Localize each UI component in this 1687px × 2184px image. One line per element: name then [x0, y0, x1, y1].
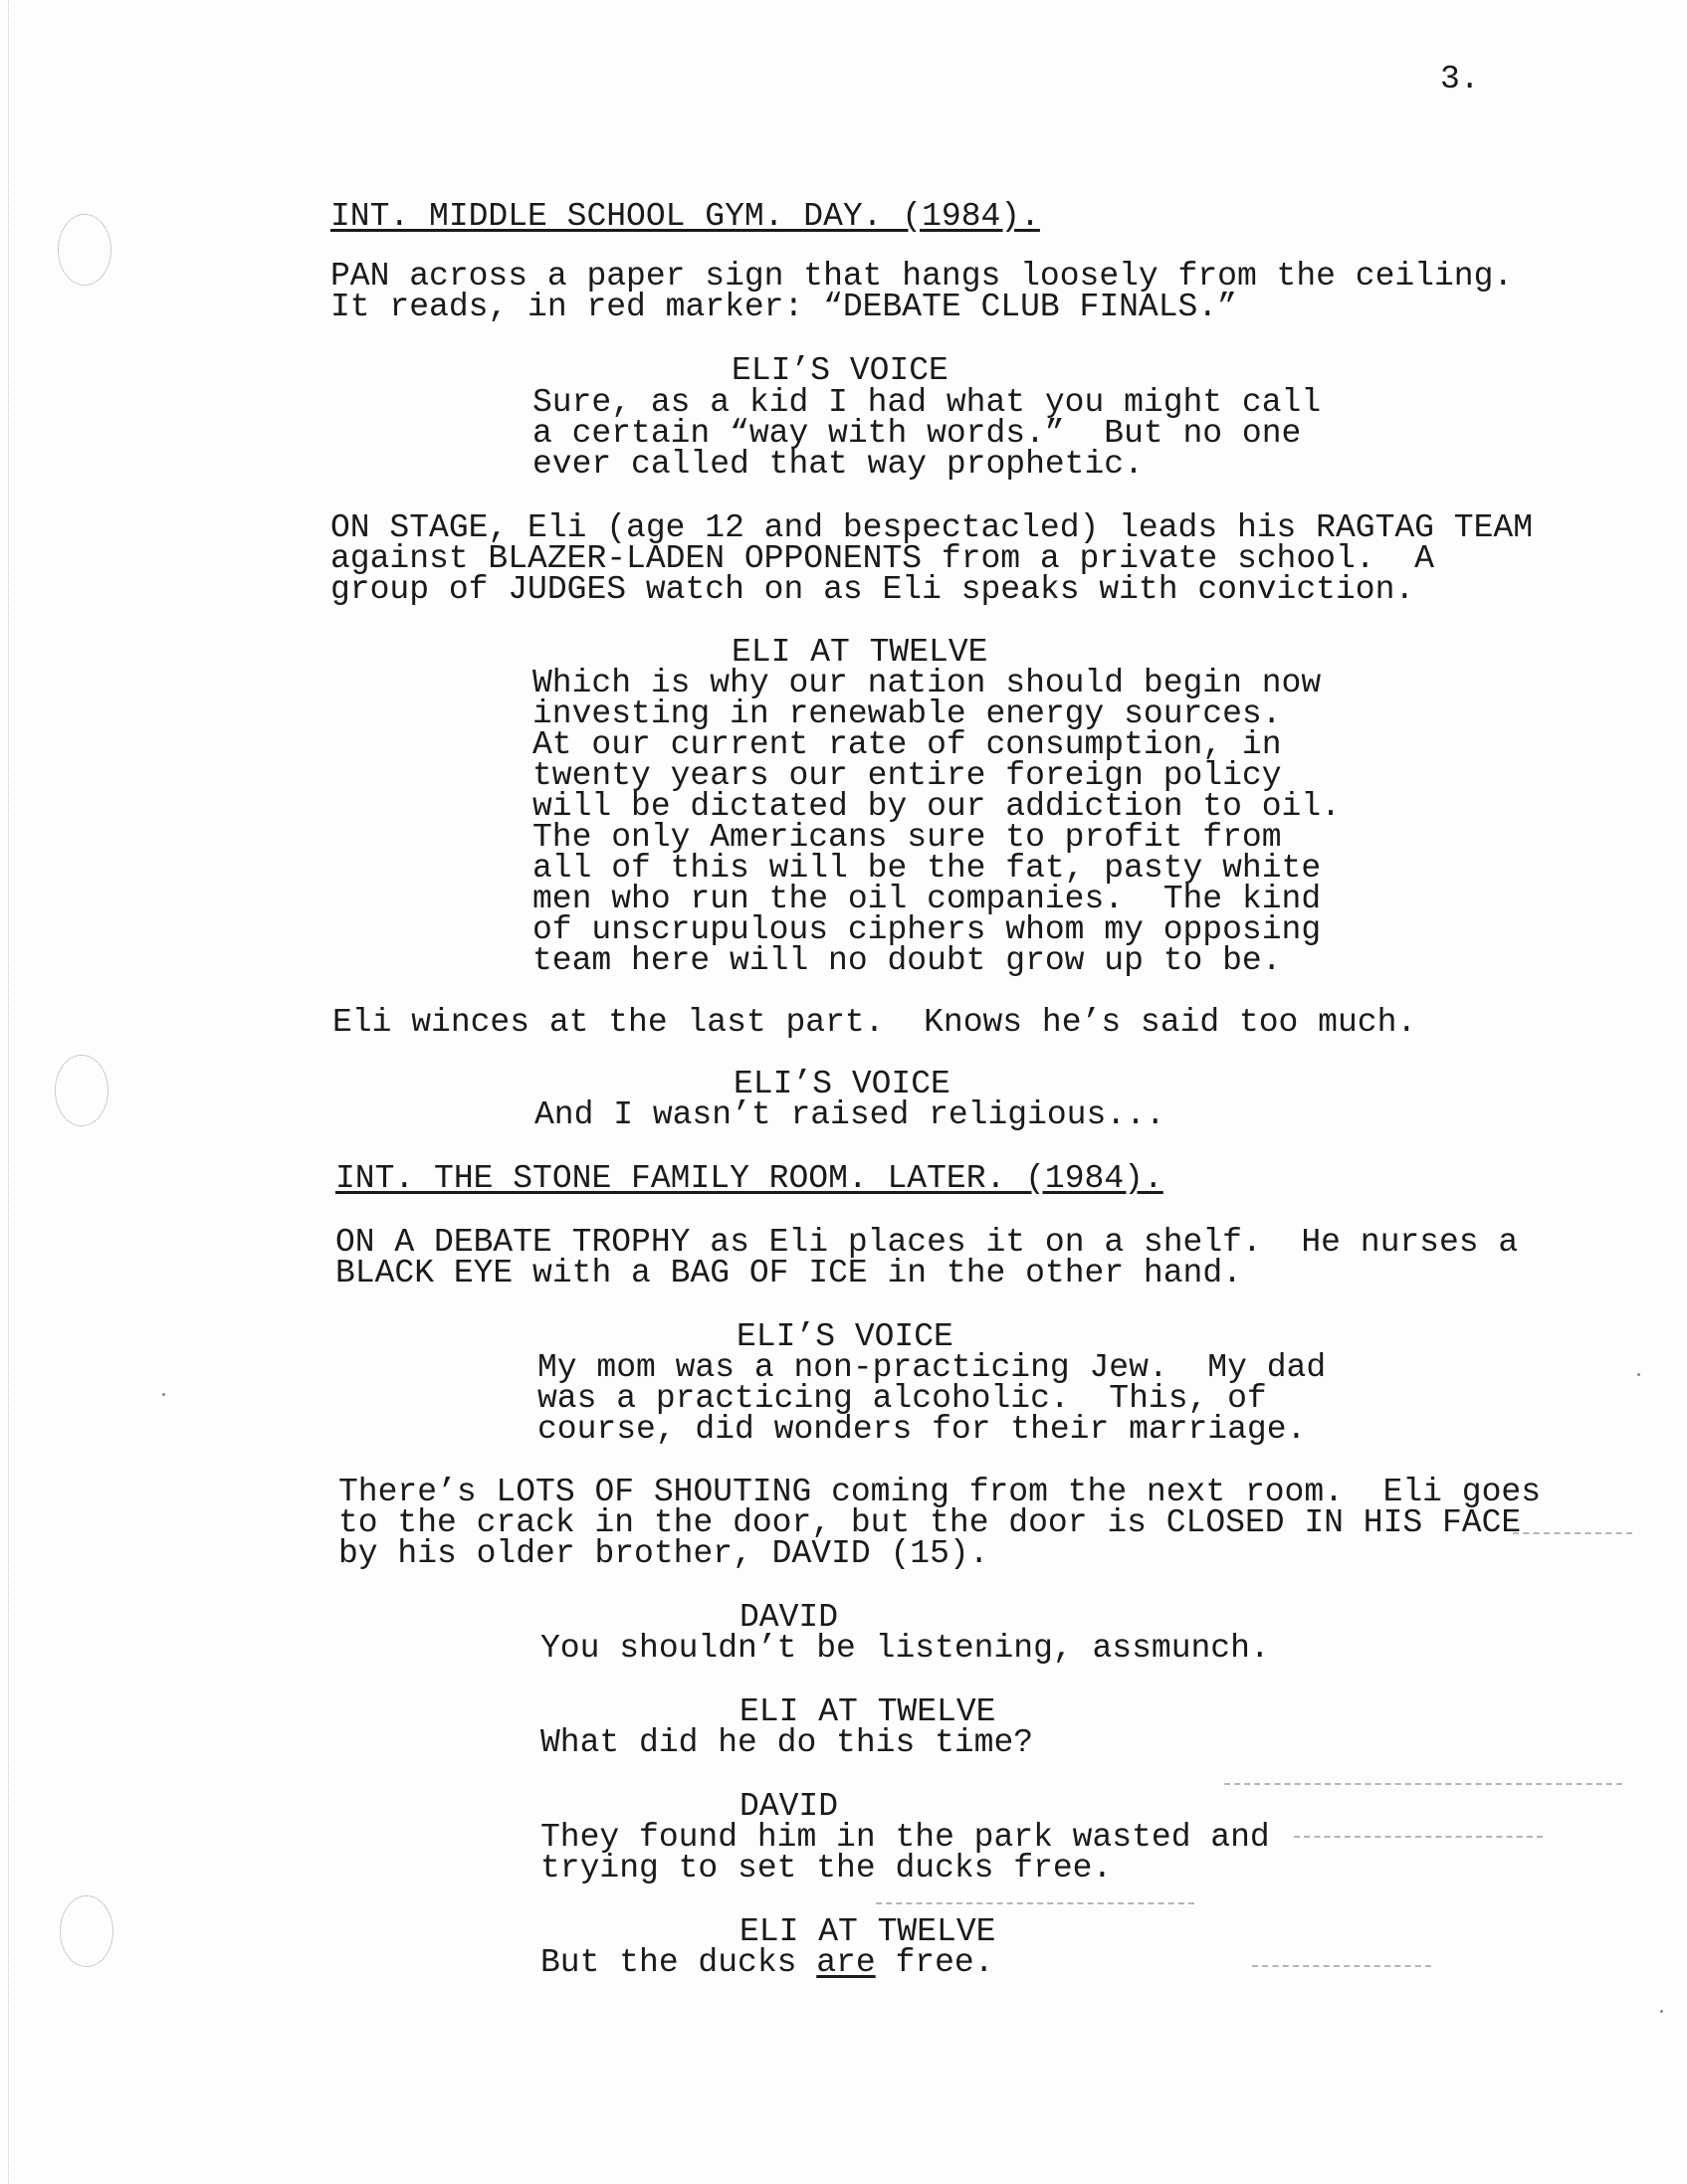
dialogue-line: men who run the oil companies. The kind	[532, 881, 1322, 917]
action-line: There’s LOTS OF SHOUTING coming from the next room. Eli goes	[338, 1474, 1541, 1510]
character-name: ELI’S VOICE	[732, 352, 949, 389]
action-line: to the crack in the door, but the door is CLOSED IN HIS FACE	[338, 1504, 1522, 1541]
scan-speck	[1660, 2010, 1663, 2013]
scan-dash-3	[876, 1902, 1194, 1904]
character-name: ELI’S VOICE	[737, 1318, 953, 1355]
scan-dash-5	[1513, 1532, 1632, 1534]
punch-hole-middle	[55, 1055, 108, 1126]
dialogue-line: course, did wonders for their marriage.	[537, 1411, 1307, 1448]
dialogue-line: The only Americans sure to profit from	[532, 819, 1282, 856]
character-name: DAVID	[739, 1599, 839, 1636]
action-line: BLACK EYE with a BAG OF ICE in the other hand.	[335, 1255, 1242, 1291]
dialogue-line: twenty years our entire foreign policy	[532, 757, 1282, 794]
punch-hole-bottom	[60, 1895, 113, 1967]
action-line: ON STAGE, Eli (age 12 and bespectacled) leads his RAGTAG TEAM	[330, 509, 1533, 546]
character-name: ELI AT TWELVE	[739, 1693, 996, 1730]
dialogue-line: team here will no doubt grow up to be.	[532, 942, 1282, 979]
character-name: DAVID	[739, 1788, 839, 1825]
dialogue-line: They found him in the park wasted and	[540, 1819, 1270, 1856]
dialogue-line: trying to set the ducks free.	[540, 1850, 1113, 1886]
dialogue-line: Sure, as a kid I had what you might call	[532, 384, 1322, 421]
dialogue-line	[540, 1944, 994, 1981]
action-line: PAN across a paper sign that hangs loosely from the ceiling.	[330, 258, 1514, 295]
dialogue-line: all of this will be the fat, pasty white	[532, 850, 1322, 887]
dialogue-line: was a practicing alcoholic. This, of	[537, 1380, 1267, 1417]
dialogue-line: of unscrupulous ciphers whom my opposing	[532, 911, 1322, 948]
dialogue-text: But the ducks	[540, 1944, 817, 1981]
scan-dash-4	[1252, 1965, 1431, 1967]
action-line: Eli winces at the last part. Knows he’s said too much.	[332, 1004, 1417, 1041]
action-line: against BLAZER-LADEN OPPONENTS from a private school. A	[330, 540, 1434, 577]
dialogue-line: investing in renewable energy sources.	[532, 695, 1282, 732]
scan-speck	[1637, 1373, 1640, 1376]
dialogue-line: You shouldn’t be listening, assmunch.	[540, 1630, 1270, 1667]
action-line: It reads, in red marker: “DEBATE CLUB FINALS.”	[330, 289, 1237, 325]
scene-heading: INT. MIDDLE SCHOOL GYM. DAY. (1984).	[330, 198, 1040, 235]
punch-hole-top	[58, 214, 111, 286]
dialogue-line: ever called that way prophetic.	[532, 446, 1144, 483]
emphasized-word: are	[816, 1944, 876, 1981]
character-name: ELI AT TWELVE	[732, 634, 988, 671]
dialogue-line: My mom was a non-practicing Jew. My dad	[537, 1349, 1327, 1386]
scene-heading: INT. THE STONE FAMILY ROOM. LATER. (1984).	[335, 1160, 1163, 1197]
character-name: ELI’S VOICE	[734, 1066, 950, 1102]
dialogue-line: And I wasn’t raised religious...	[534, 1096, 1165, 1133]
action-line: ON A DEBATE TROPHY as Eli places it on a shelf. He nurses a	[335, 1224, 1519, 1261]
scan-speck	[162, 1393, 165, 1396]
dialogue-line: What did he do this time?	[540, 1724, 1034, 1761]
scan-dash-2	[1294, 1836, 1543, 1838]
dialogue-line: At our current rate of consumption, in	[532, 726, 1282, 763]
character-name: ELI AT TWELVE	[739, 1913, 996, 1950]
page-number: 3.	[1440, 61, 1480, 98]
dialogue-text: free.	[875, 1944, 994, 1981]
dialogue-line: a certain “way with words.” But no one	[532, 415, 1302, 452]
action-line: by his older brother, DAVID (15).	[338, 1535, 989, 1572]
scan-dash-1	[1224, 1783, 1622, 1785]
dialogue-line: Which is why our nation should begin now	[532, 665, 1322, 701]
action-line: group of JUDGES watch on as Eli speaks with conviction.	[330, 571, 1415, 608]
dialogue-line: will be dictated by our addiction to oil.	[532, 788, 1341, 825]
scan-edge-line	[8, 0, 10, 2184]
